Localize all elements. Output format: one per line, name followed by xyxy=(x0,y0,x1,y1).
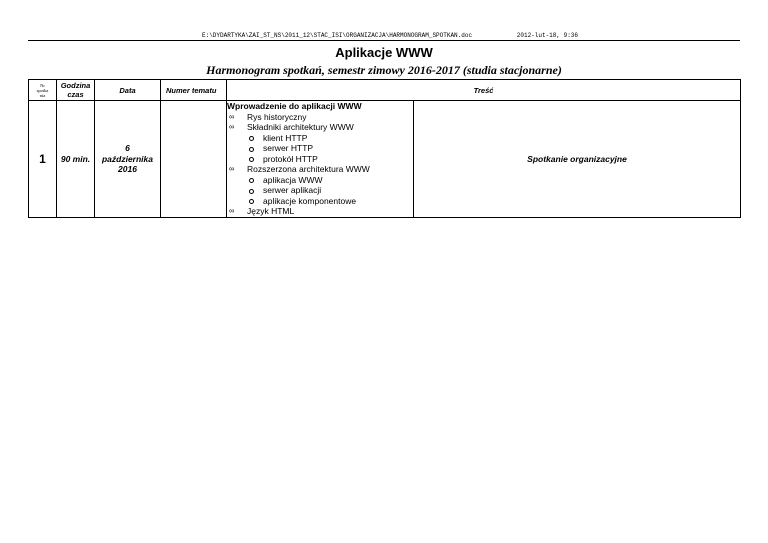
file-path: E:\DYDARTYKA\ZAI_ST_NS\2011_12\STAC_ISI\ORGANIZACJA\HARMONOGRAM_SPOTKAN.doc xyxy=(202,32,473,39)
infinity-bullet-icon: ∞ xyxy=(229,111,235,121)
subtopic-item xyxy=(247,154,413,165)
subtopic-item-label: aplikacje komponentowe xyxy=(263,195,357,206)
topic-item-label: Rozszerzona architektura WWW xyxy=(247,164,370,174)
subtopic-item-label: klient HTTP xyxy=(263,132,308,143)
infinity-bullet-icon: ∞ xyxy=(229,164,235,173)
column-header-nr-line1: Nr xyxy=(40,82,45,88)
subtopic-item-label: protokół HTTP xyxy=(263,153,318,164)
column-header-godzina-line1: Godzina xyxy=(60,81,91,90)
topic-item-label: Rys historyczny xyxy=(247,111,307,122)
subtopic-list xyxy=(247,133,413,165)
circle-bullet-icon xyxy=(249,147,254,152)
schedule-table xyxy=(28,79,741,218)
subtopic-item-label: serwer HTTP xyxy=(263,143,314,153)
topic-item xyxy=(227,122,413,164)
meeting-date-day: 6 xyxy=(125,143,130,153)
topic-number-cell xyxy=(161,101,227,218)
circle-bullet-icon xyxy=(249,136,254,141)
subtopic-item xyxy=(247,196,413,207)
subtopic-item xyxy=(247,175,413,186)
subtopic-item-label: aplikacja WWW xyxy=(263,174,323,185)
topic-item xyxy=(227,164,413,206)
column-header-nr-line2: spotka xyxy=(36,87,49,93)
topic-item-label: Składniki architektury WWW xyxy=(247,122,354,132)
subtopic-item-label: serwer aplikacji xyxy=(263,185,322,195)
subtopic-item xyxy=(247,133,413,144)
topic-item xyxy=(227,112,413,123)
topic-item-label: Język HTML xyxy=(247,206,295,216)
circle-bullet-icon xyxy=(249,189,254,194)
print-timestamp: 2012-lut-18, 9:36 xyxy=(516,32,578,39)
column-header-godzina xyxy=(57,80,95,101)
subtopic-list xyxy=(247,175,413,207)
infinity-bullet-icon: ∞ xyxy=(229,206,235,215)
table-header-row xyxy=(29,80,741,101)
column-header-tresc: Treść xyxy=(227,80,741,101)
topic-item xyxy=(227,206,413,217)
meeting-number: 1 xyxy=(29,101,57,218)
meeting-duration: 90 min. xyxy=(57,101,95,218)
topic-list xyxy=(227,112,413,217)
column-header-nr-line3: nia xyxy=(39,92,46,98)
meeting-date-year: 2016 xyxy=(118,164,137,174)
circle-bullet-icon xyxy=(249,178,254,183)
circle-bullet-icon xyxy=(249,157,254,162)
table-row xyxy=(29,101,741,218)
column-header-data: Data xyxy=(95,80,161,101)
meeting-remark: Spotkanie organizacyjne xyxy=(414,101,741,218)
circle-bullet-icon xyxy=(249,199,254,204)
document-subtitle: Harmonogram spotkań, semestr zimowy 2016-2017 (studia stacjonarne) xyxy=(206,63,562,77)
topic-content-cell xyxy=(227,101,414,218)
column-header-nr xyxy=(29,80,57,101)
subtopic-item xyxy=(247,143,413,154)
infinity-bullet-icon: ∞ xyxy=(229,122,235,131)
topic-heading: Wprowadzenie do aplikacji WWW xyxy=(227,101,362,111)
column-header-numer-tematu: Numer tematu xyxy=(161,80,227,101)
meeting-date-month: października xyxy=(101,153,154,164)
column-header-godzina-line2: czas xyxy=(67,90,84,99)
document-title: Aplikacje WWW xyxy=(335,45,433,60)
subtopic-item xyxy=(247,185,413,196)
meeting-date xyxy=(95,101,161,218)
header-divider xyxy=(28,40,740,41)
